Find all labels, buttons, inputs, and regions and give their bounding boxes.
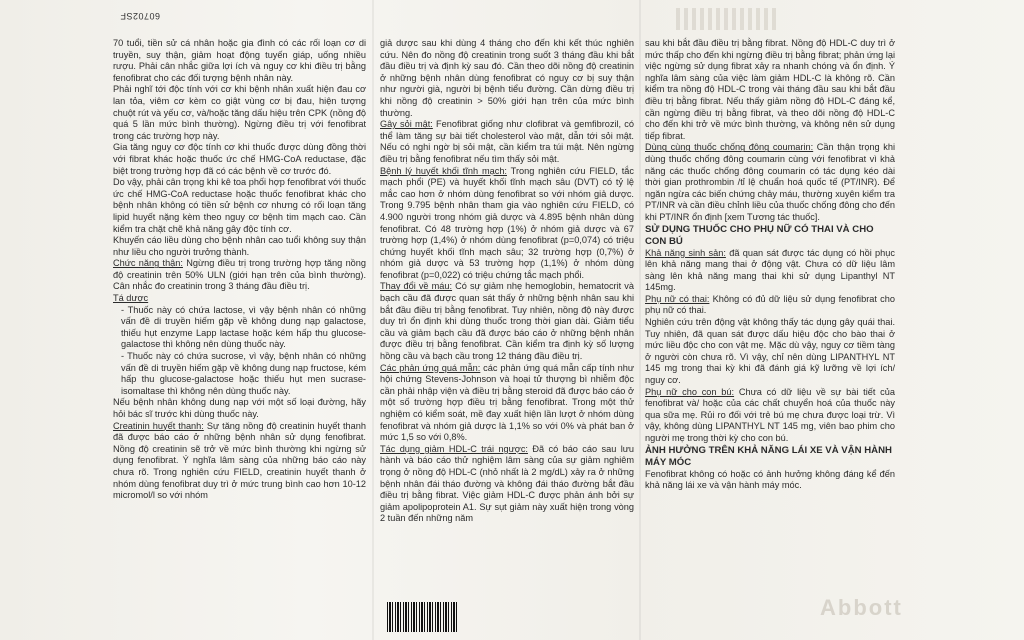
show-through-logo: Abbott — [820, 595, 903, 620]
paragraph-renal: Chức năng thận: Ngừng điều trị trong trường hợp tăng nồng độ creatinin trên 50% ULN (giới hạn trên của bình thường). Cân nhắc đo creatinin trong 3 tháng đầu điều trị. — [113, 258, 367, 292]
paragraph: sau khi bắt đầu điều trị bằng fibrat. Nồng độ HDL-C duy trì ở mức thấp cho đến khi ngừng điều trị bằng fibrat; phản ứng lại việc ngừng sử dụng fibrat xảy ra nhanh chóng và ổn định. Ý nghĩa lâm sàng của việc làm giảm HDL-C là không rõ. Cần kiểm tra nồng độ HDL-C trong vài tháng đầu sau khi bắt đầu điều trị bằng fibrat. Nếu thấy giảm nồng độ HDL-C đáng kể, cần ngừng điều trị bằng fibrat, và theo dõi nồng độ HDL-C cho đến khi trở về mức bình thường, và không nên sử dụng tiếp fibrat. — [645, 38, 895, 141]
section-heading-pregnancy: SỬ DỤNG THUỐC CHO PHỤ NỮ CÓ THAI VÀ CHO CON BÚ — [645, 223, 874, 247]
paragraph: Nếu bệnh nhân không dung nạp với một số loại đường, hãy hỏi bác sĩ trước khi dùng thuốc này. — [113, 397, 366, 419]
column-1 — [113, 38, 366, 502]
subheading: Tác dụng giảm HDL-C trái ngược: — [380, 443, 528, 454]
paragraph-blood: Thay đổi về máu: Có sự giảm nhẹ hemoglobin, hematocrit và bạch cầu đã được quan sát thấy ở những bệnh nhân sau khi bắt đầu điều trị bằng fenofibrat. Tuy nhiên, nồng độ này được duy trì ổn định khi dùng thuốc trong thời gian dài. Giảm tiểu cầu và giảm bạch cầu đã được báo cáo ở những bệnh nhân được điều trị bằng fenofibrat. Cần kiểm tra định kỳ số lượng hồng cầu và bạch cầu trong 12 tháng đầu điều trị. — [380, 281, 634, 362]
subheading: Creatinin huyết thanh: — [113, 420, 204, 431]
paragraph: Khuyến cáo liều dùng cho bệnh nhân cao tuổi không suy thận như liều cho người trưởng thành. — [113, 235, 366, 257]
subheading: Khả năng sinh sản: — [645, 247, 726, 258]
subheading-excipients: Tá dược — [113, 293, 149, 304]
paragraph-lactation: Phụ nữ cho con bú: Chưa có dữ liệu về sự bài tiết của fenofibrat và/ hoặc của các chất chuyển hoá của thuốc này qua sữa mẹ. Rủi ro đối với trẻ bú mẹ chưa được loại trừ. Vì vậy, không dùng LIPANTHYL NT 145 mg, viên bao phim cho người mẹ trong thời kỳ cho con bú. — [645, 386, 895, 443]
paragraph-fertility: Khả năng sinh sản: đã quan sát được tác dụng có hồi phục lên khả năng mang thai ở động vật. Chưa có dữ liệu lâm sàng lên khả năng mang thai khi sử dụng Lipanthyl NT 145mg. — [645, 247, 895, 293]
paragraph: giả dược sau khi dùng 4 tháng cho đến khi kết thúc nghiên cứu. Nên đo nồng độ creatinin trong suốt 3 tháng đầu khi bắt đầu điều trị và định kỳ sau đó. Cần theo dõi nồng độ creatinin ở những bệnh nhân dùng fenofibrat có nguy cơ bị suy thận như người già, người bị bệnh tiểu đường. Cần dừng điều trị khi nồng độ creatinin > 50% giới hạn trên của mức bình thường. — [380, 38, 634, 118]
list-item: - Thuốc này có chứa sucrose, vì vậy, bệnh nhân có những vấn đề di truyền hiếm gặp về không dung nạp fructose, kém hấp thu glucose-galactose hoặc thiếu hụt men sucrase-isomaltase thì không nên dùng thuốc này. — [121, 351, 366, 396]
paragraph-hdl: Tác dụng giảm HDL-C trái ngược: Đã có báo cáo sau lưu hành và báo cáo thử nghiệm lâm sàng của sự giảm nghiêm trọng ở nồng độ HDL-C (nhỏ nhất là 2 mg/dL) xảy ra ở những bệnh nhân đái tháo đường và không đái tháo đường bắt đầu điều trị bằng fibrat. Việc giảm HDL-C được phản ánh bởi sự giảm apolipoprotein A1. Sự sụt giảm này xuất hiện trong vòng 2 tuần đến những năm — [380, 443, 634, 524]
paragraph: Fenofibrat không có hoặc có ảnh hưởng không đáng kể đến khả năng lái xe và vận hành máy móc. — [645, 468, 895, 491]
subheading: Phụ nữ cho con bú: — [645, 386, 735, 397]
paragraph-pregnancy: Phụ nữ có thai: Không có đủ dữ liệu sử dụng fenofibrat cho phụ nữ có thai. — [645, 293, 895, 316]
print-code: 60702SF — [120, 11, 161, 21]
paragraph-hypersens: Các phản ứng quá mẫn: các phản ứng quá mẫn cấp tính như hội chứng Stevens-Johnson và hoại tử thượng bì nhiễm độc cần phải nhập viện và điều trị bằng steroid đã được báo cáo ở một số trường hợp điều trị bằng fenofibrat. Trong một thử nghiệm có kiểm soát, mề đay xuất hiện lần lượt ở nhóm dùng fenofibrat và nhóm giả dược là 1,1% so với 0% và phát ban ở mức 1,5 so với 0,8%. — [380, 362, 634, 443]
list-item: - Thuốc này có chứa lactose, vì vậy bệnh nhân có những vấn đề di truyền hiếm gặp về không dung nạp galactose, thiếu hụt enzyme Lapp lactase hoặc kém hấp thu glucose-galactose thì không nên dùng thuốc này. — [121, 304, 366, 350]
paragraph-gallstones: Gây sỏi mật: Fenofibrat giống như clofibrat và gemfibrozil, có thể làm tăng sự bài tiết cholesterol vào mật, dẫn tới sỏi mật. Nếu có nghi ngờ bị sỏi mật, cần kiểm tra túi mật. Nên ngừng điều trị bằng fenofibrat nếu tìm thấy sỏi mật. — [380, 119, 634, 164]
paragraph-thrombo: Bệnh lý huyết khối tĩnh mạch: Trong nghiên cứu FIELD, tắc mạch phổi (PE) và huyết khối tĩnh mạch sâu (DVT) có tỷ lệ mắc cao hơn ở nhóm dùng fenofibrat so với nhóm giả dược. Trong 9.795 bệnh nhân tham gia vào nghiên cứu FIELD, có 4.900 người trong nhóm giả dược và 4.895 bệnh nhân dùng fenofibrat. Có 48 trường hợp (1%) ở nhóm giả dược và 67 trường hợp (1,4%) ở nhóm dùng fenofibrat (p=0,074) có triệu chứng huyết khối tĩnh mạch sâu; 32 trường hợp (0,7%) ở nhóm giả dược và 53 trường hợp (1,1%) ở nhóm dùng fenofibrat (p=0,022) có triệu chứng tắc mạch phổi. — [380, 165, 635, 280]
subheading: Thay đổi về máu: — [380, 281, 453, 292]
paragraph: Gia tăng nguy cơ độc tính cơ khi thuốc được dùng đồng thời với fibrat khác hoặc thuốc ức chế HMG-CoA reductase, đặc biệt trong trường hợp đã có các bệnh về cơ trước đó. — [113, 142, 366, 176]
fold-line — [639, 0, 641, 640]
column-2 — [380, 38, 634, 525]
paragraph-creatinine: Creatinin huyết thanh: Sự tăng nồng độ creatinin huyết thanh đã được báo cáo ở những bệnh nhân sử dụng fenofibrat. Nồng độ creatinin sẽ trở về mức bình thường khi ngừng sử dụng fenofibrat. Ý nghĩa lâm sàng của những báo cáo này chưa rõ. Trong nghiên cứu FIELD, creatinin huyết thanh ở nhóm dùng fenofibrat duy trì ở mức trung bình cao hơn 10-12 micromol/l so với nhóm — [113, 420, 366, 501]
subheading: Các phản ứng quá mẫn: — [380, 362, 481, 373]
subheading: Gây sỏi mật: — [380, 119, 433, 130]
paragraph: 70 tuổi, tiền sử cá nhân hoặc gia đình có các rối loạn cơ di truyền, suy thận, giảm hoạt động tuyến giáp, uống nhiều rượu. Phải cân nhắc giữa lợi ích và nguy cơ khi điều trị bằng fenofibrat cho các đối tượng bệnh nhân này. — [113, 38, 366, 83]
paragraph-coumarin: Dùng cùng thuốc chống đông coumarin: Cần thận trọng khi dùng thuốc chống đông coumarin cùng với fenofibrat vì khả năng các thuốc chống đông coumarin có tác dụng kéo dài thời gian prothrombin /tỉ lệ chuẩn hoá quốc tế (PT/INR). Để ngăn ngừa các biến chứng chảy máu, thường xuyên kiểm tra PT/INR và cần điều chỉnh liều của thuốc chống đông cho đến khi PT/INR ổn định [xem Tương tác thuốc]. — [645, 142, 895, 222]
subheading: Dùng cùng thuốc chống đông coumarin: — [645, 142, 814, 153]
fold-line — [372, 0, 374, 640]
barcode — [387, 602, 459, 632]
paragraph: Nghiên cứu trên động vật không thấy tác dụng gây quái thai. Tuy nhiên, đã quan sát được dấu hiệu độc cho bào thai ở mức liều độc cho con vật mẹ. Mặc dù vậy, nguy cơ tiềm tàng ở người còn chưa rõ. Vì vậy, chỉ nên dùng LIPANTHYL NT 145 mg trong thai kỳ khi đã đánh giá kỹ lưỡng về lợi ích/ nguy cơ. — [645, 317, 895, 386]
subheading: Bệnh lý huyết khối tĩnh mạch: — [380, 165, 507, 176]
section-heading-driving: ẢNH HƯỞNG TRÊN KHẢ NĂNG LÁI XE VÀ VẬN HÀNH MÁY MÓC — [645, 444, 892, 468]
subheading: Chức năng thận: — [113, 258, 183, 269]
column-3 — [645, 38, 895, 492]
show-through-barcode — [676, 8, 776, 30]
paragraph: Do vậy, phải cân trọng khi kê toa phối hợp fenofibrat với thuốc ức chế HMG-CoA reductase hoặc thuốc fenofibrat khác cho bệnh nhân không có tiền sử bệnh cơ nhưng có rối loạn tăng lipid huyết nặng kèm theo nguy cơ bệnh tim mạch cao. Cần kiểm tra chặt chẽ khả năng gây độc tính cơ. — [113, 177, 366, 234]
subheading: Phụ nữ có thai: — [645, 293, 710, 304]
paragraph: Phải nghĩ tới độc tính với cơ khi bệnh nhân xuất hiện đau cơ lan tỏa, viêm cơ kèm co giật vùng cơ bị đau, hiện tượng chuột rút và yếu cơ, và/hoặc tăng dấu hiệu trên CPK (nồng độ quá 5 lần mức bình thường). Ngừng điều trị với fenofibrat trong các trường hợp này. — [113, 84, 366, 141]
